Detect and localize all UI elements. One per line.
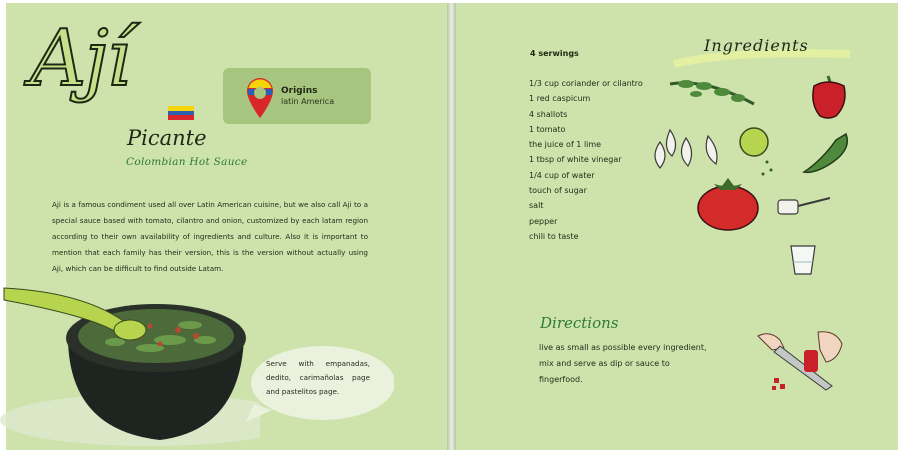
title-aji: Ají <box>30 14 130 104</box>
ingredient-item: 1/4 cup of water <box>529 170 595 180</box>
shallots-illustration <box>650 124 730 172</box>
directions-text: live as small as possible every ingredient, mix and serve as dip or sauce to fingerfood. <box>539 343 707 384</box>
directions-heading: Directions <box>540 314 619 332</box>
tomato-illustration <box>696 176 762 232</box>
flag-stripe-red <box>168 115 194 120</box>
ingredients-heading: Ingredients <box>704 36 809 55</box>
molcajete-bowl-illustration <box>0 270 260 453</box>
title-picante: Picante <box>127 126 207 150</box>
subtitle: Colombian Hot Sauce <box>126 156 248 168</box>
measuring-spoon-illustration <box>776 194 832 218</box>
servings-label: 4 serwings <box>530 49 579 58</box>
ingredient-list <box>529 76 643 244</box>
serving-note: Serve with empanadas, dedito, carimañolas page and pastelitos page. <box>266 359 370 396</box>
ingredient-item: 1 tomato <box>529 124 566 134</box>
map-pin-icon <box>245 76 275 120</box>
ingredient-item: 1 tbsp of white vinegar <box>529 155 622 165</box>
knife-chopping-illustration <box>752 326 848 396</box>
ingredient-item: the juice of 1 lime <box>529 140 602 150</box>
red-pepper-illustration <box>806 72 850 120</box>
ingredient-item: 4 shallots <box>529 109 568 119</box>
colombia-flag-icon <box>168 106 194 120</box>
intro-paragraph: Aji is a famous condiment used all over Latin American cuisine, but we also call Aji to a special sauce based with tomato, cilantro and onion, customized by each latam region according to their own availability of ingredients and culture. Also it is important to mention that each family has their version, this is the version without actually using Aji, which can be difficult to find outside Latam. <box>52 200 368 273</box>
ingredient-item: pepper <box>529 216 558 226</box>
ingredient-item: salt <box>529 201 544 211</box>
glass-of-water-illustration <box>788 244 818 278</box>
ingredient-item: 1 red caspicum <box>529 94 591 104</box>
origin-card <box>223 68 371 124</box>
lime-illustration <box>737 124 773 178</box>
origin-label: Origins <box>281 86 318 96</box>
ingredient-item: chili to taste <box>529 231 579 241</box>
green-chili-illustration <box>800 130 852 176</box>
cilantro-illustration <box>666 74 758 114</box>
ingredient-item: touch of sugar <box>529 186 587 196</box>
ingredient-item: 1/3 cup coriander or cilantro <box>529 79 643 88</box>
book-gutter <box>447 3 456 450</box>
origin-place: latin America <box>281 97 335 106</box>
